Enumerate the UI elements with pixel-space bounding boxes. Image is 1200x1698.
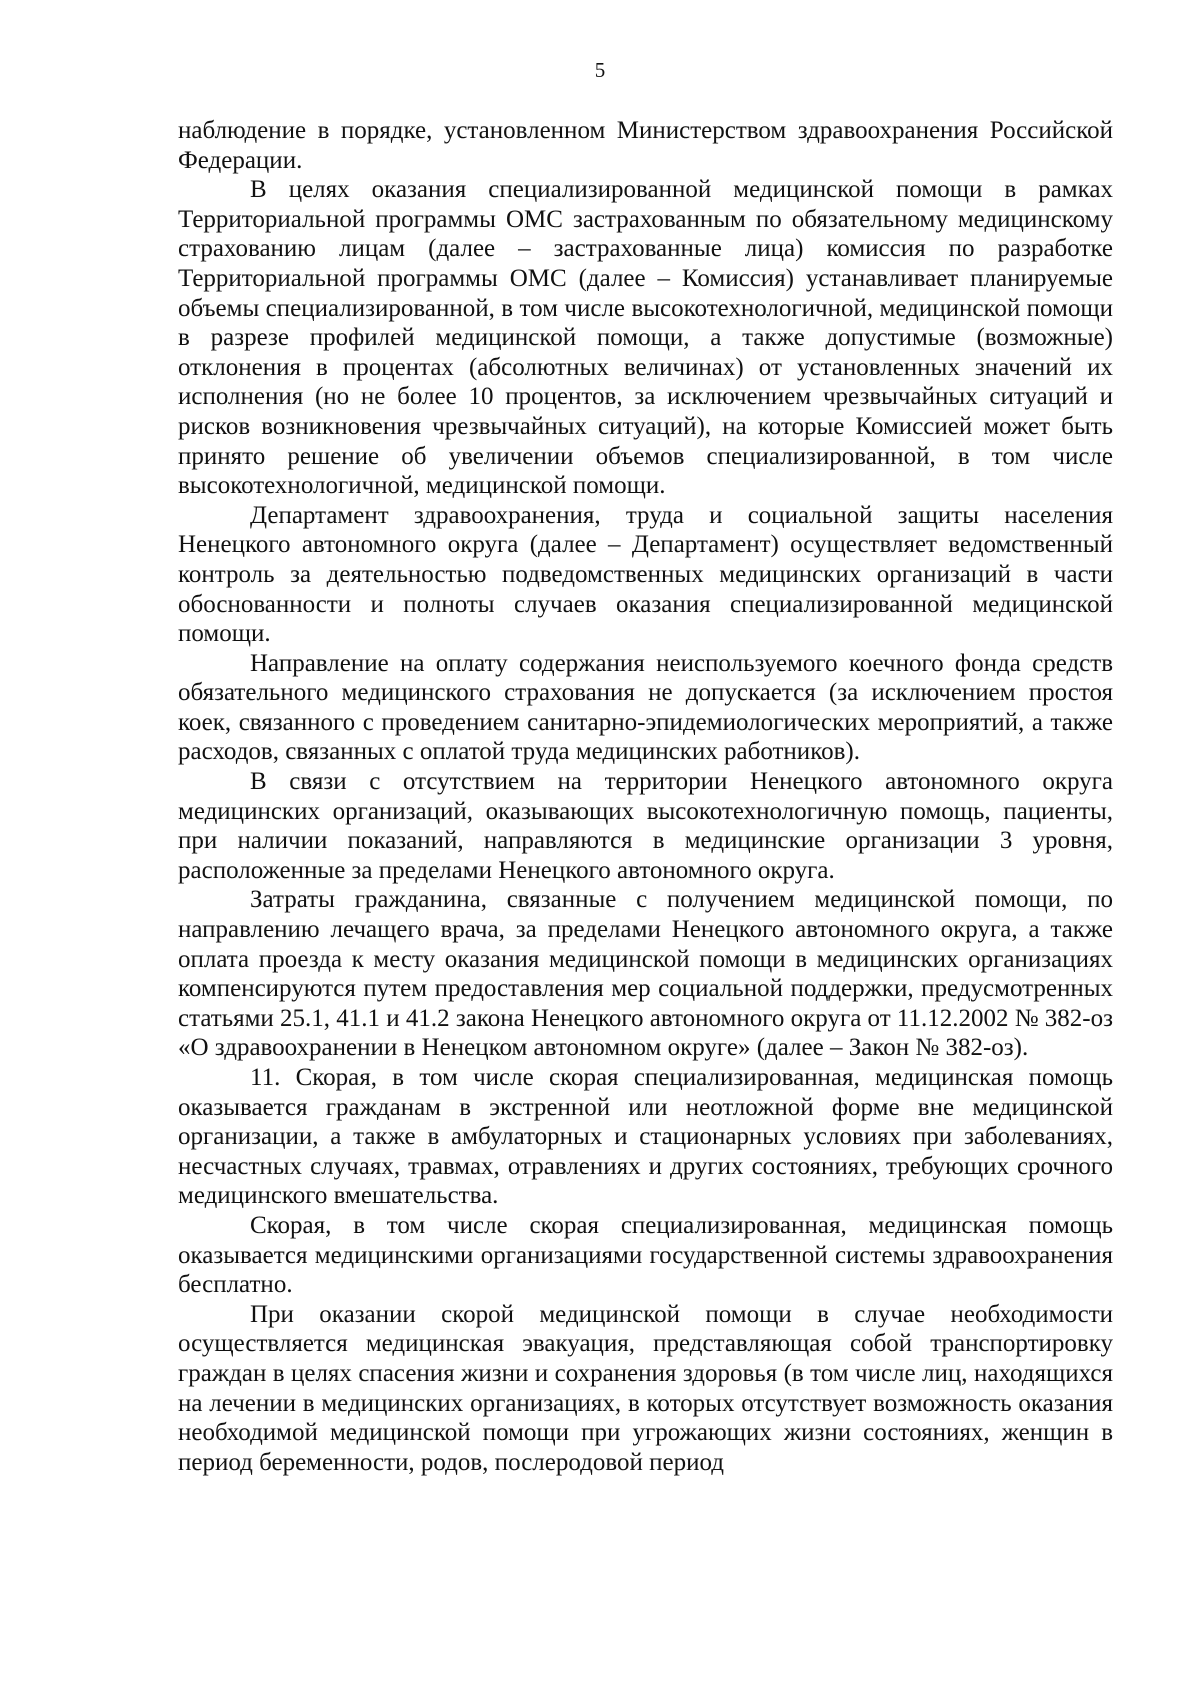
- paragraph-department-control: Департамент здравоохранения, труда и социальной защиты населения Ненецкого автономного округа (далее – Департамент) осуществляет ведомственный контроль за деятельностью подведомственных медицинских организаций в части обоснованности и полноты случаев оказания специализированной медицинской помощи.: [178, 501, 1113, 648]
- paragraph-medical-evacuation: При оказании скорой медицинской помощи в случае необходимости осуществляется медицинская эвакуация, представляющая собой транспортировку граждан в целях спасения жизни и сохранения здоровья (в том числе лиц, находящихся на лечении в медицинских организациях, в которых отсутствует возможность оказания необходимой медицинской помощи при угрожающих жизни состояниях, женщин в период беременности, родов, послеродовой период: [178, 1300, 1113, 1476]
- paragraph-bed-fund: Направление на оплату содержания неиспользуемого коечного фонда средств обязательного медицинского страхования не допускается (за исключением простоя коек, связанного с проведением санитарно-эпидемиологических мероприятий, а также расходов, связанных с оплатой труда медицинских работников).: [178, 649, 1113, 766]
- paragraph-continuation: наблюдение в порядке, установленном Министерством здравоохранения Российской Федерации.: [178, 117, 1113, 174]
- page-number: 5: [594, 58, 606, 82]
- paragraph-specialized-care-volumes: В целях оказания специализированной медицинской помощи в рамках Территориальной программы ОМС застрахованным по обязательному медицинскому страхованию лицам (далее – застрахованные лица) комиссия по разработке Территориальной программы ОМС (далее – Комиссия) устанавливает планируемые объемы специализированной, в том числе высокотехнологичной, медицинской помощи в разрезе профилей медицинской помощи, а также допустимые (возможные) отклонения в процентах (абсолютных величинах) от установленных значений их исполнения (но не более 10 процентов, за исключением чрезвычайных ситуаций и рисков возникновения чрезвычайных ситуаций), на которые Комиссией может быть принято решение об увеличении объемов специализированной, в том числе высокотехнологичной, медицинской помощи.: [178, 176, 1113, 500]
- document-body: [178, 116, 1113, 1477]
- paragraph-high-tech-care: В связи с отсутствием на территории Ненецкого автономного округа медицинских организаций, оказывающих высокотехнологичную помощь, пациенты, при наличии показаний, направляются в медицинские организации 3 уровня, расположенные за пределами Ненецкого автономного округа.: [178, 768, 1113, 884]
- paragraph-emergency-free: Скорая, в том числе скорая специализированная, медицинская помощь оказывается медицинскими организациями государственной системы здравоохранения бесплатно.: [178, 1211, 1113, 1299]
- paragraph-emergency-care: 11. Скорая, в том числе скорая специализированная, медицинская помощь оказывается гражданам в экстренной или неотложной форме вне медицинской организации, а также в амбулаторных и стационарных условиях при заболеваниях, несчастных случаях, травмах, отравлениях и других состояниях, требующих срочного медицинского вмешательства.: [178, 1064, 1113, 1210]
- paragraph-citizen-costs: Затраты гражданина, связанные с получением медицинской помощи, по направлению лечащего врача, за пределами Ненецкого автономного округа, а также оплата проезда к месту оказания медицинской помощи в медицинских организациях компенсируются путем предоставления мер социальной поддержки, предусмотренных статьями 25.1, 41.1 и 41.2 закона Ненецкого автономного округа от 11.12.2002 № 382-оз «О здравоохранении в Ненецком автономном округе» (далее – Закон № 382-оз).: [178, 886, 1114, 1062]
